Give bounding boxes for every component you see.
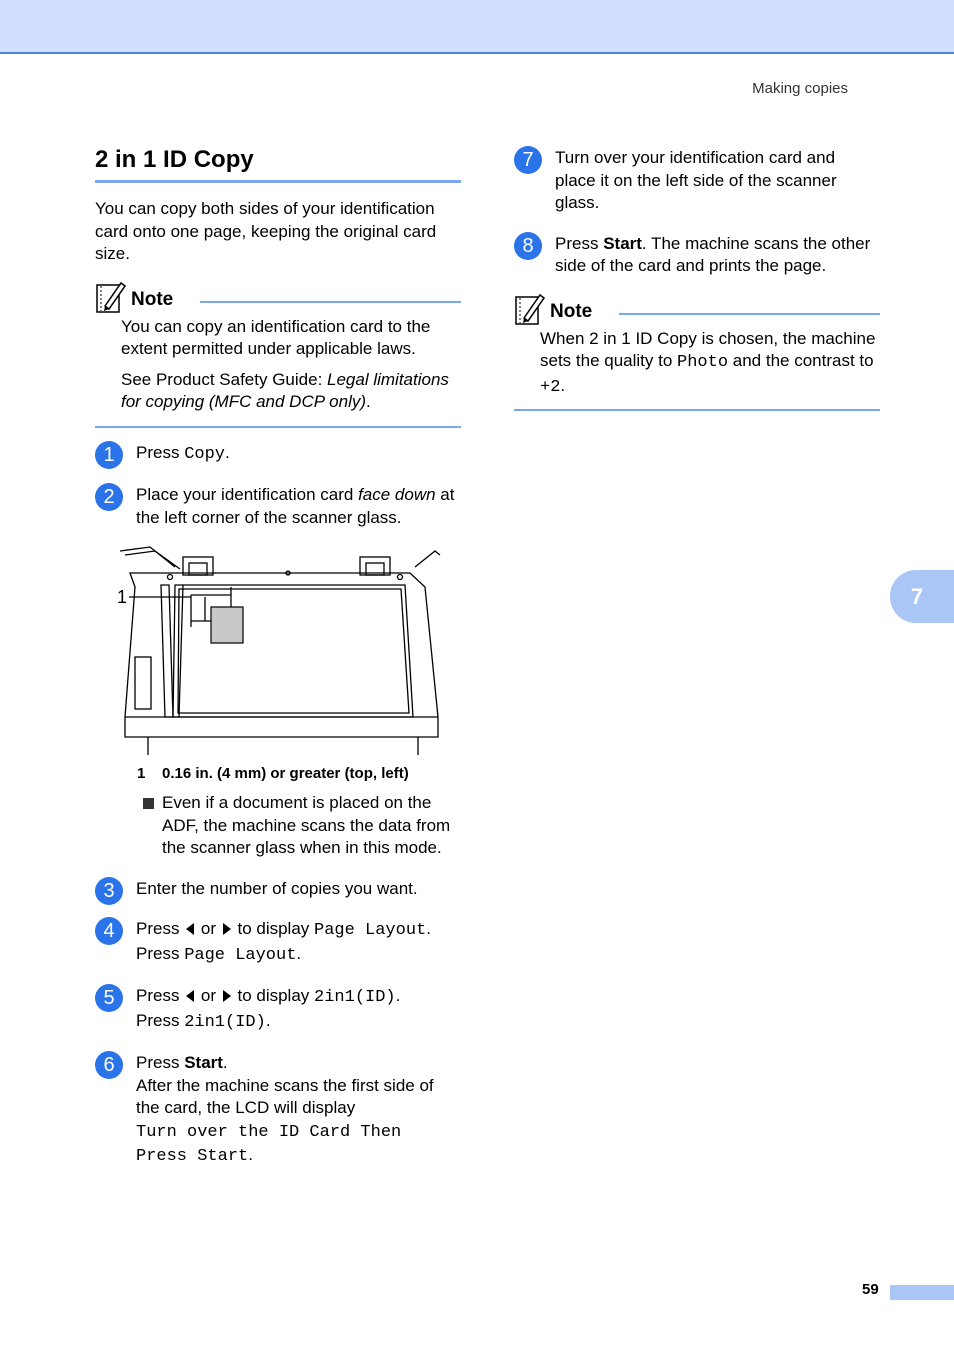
caption-number: 1 (137, 765, 146, 782)
step-3 (95, 878, 461, 901)
note-header (95, 280, 461, 316)
left-arrow-icon (186, 990, 194, 1002)
step-4 (95, 918, 461, 967)
step-text: . (225, 442, 230, 462)
note-ref-title: Legal limitations for copying (MFC and DCP only) (121, 369, 449, 411)
key-name: Start (184, 1053, 223, 1072)
step-text: Press (136, 919, 185, 938)
scanner-illustration (95, 537, 461, 757)
top-header-band (0, 0, 954, 54)
step-number: 6 (95, 1051, 123, 1079)
step-number: 2 (95, 483, 123, 511)
step-number: 8 (514, 232, 542, 260)
step-2 (95, 484, 461, 529)
page-number-bar (890, 1285, 954, 1300)
bullet-square-icon (143, 798, 154, 809)
step-number: 3 (95, 877, 123, 905)
lcd-button-text: Page Layout (184, 945, 297, 965)
note-text: . (560, 375, 566, 395)
bullet-list (95, 792, 461, 860)
note-ref-suffix: . (366, 392, 371, 411)
caption-text: 0.16 in. (4 mm) or greater (top, left) (162, 765, 409, 782)
right-arrow-icon (223, 923, 231, 935)
lcd-button-text: 2in1(ID) (314, 988, 396, 1007)
note-reference (121, 369, 461, 414)
step-text: to display (232, 986, 315, 1005)
note-box (95, 280, 461, 428)
scanner-glass-figure (95, 537, 461, 757)
note-text: When 2 in 1 ID Copy is chosen, the machine sets the quality to (540, 328, 876, 370)
step-text: . (395, 986, 401, 1005)
note-paragraph: You can copy an identification card to the extent permitted under applicable laws. (121, 316, 431, 358)
note-rule (200, 301, 461, 303)
step-text: at the left corner of the scanner glass. (136, 485, 455, 527)
step-1 (95, 442, 461, 467)
list-item (162, 792, 461, 860)
step-text: Press (136, 986, 185, 1005)
figure-callout-number: 1 (117, 587, 128, 607)
figure-caption (95, 765, 461, 782)
step-number: 7 (514, 146, 542, 174)
step-text: or (196, 919, 221, 938)
section-title: 2 in 1 ID Copy (95, 140, 461, 183)
step-6 (95, 1052, 461, 1169)
step-number: 5 (95, 984, 123, 1012)
step-number: 1 (95, 441, 123, 469)
note-rule (619, 313, 880, 315)
note-box (514, 292, 880, 412)
note-text: and the contrast to (728, 351, 874, 370)
step-5 (95, 985, 461, 1034)
right-column (514, 140, 880, 411)
note-header (514, 292, 880, 328)
intro-paragraph: You can copy both sides of your identification card onto one page, keeping the original card size. (95, 199, 437, 263)
lcd-message: Turn over the ID Card Then Press Start (136, 1122, 402, 1166)
step-text: or (196, 986, 221, 1005)
step-7 (514, 147, 880, 215)
step-text: Turn over your identification card and place it on the left side of the scanner glass. (555, 148, 837, 212)
step-text: Press (555, 233, 604, 253)
bullet-text: Even if a document is placed on the ADF, the machine scans the data from the scanner glass when in this mode. (162, 793, 451, 857)
note-label: Note (131, 288, 174, 310)
step-text: . (222, 1053, 228, 1072)
step-text: . (296, 943, 302, 963)
step-text: Press (136, 442, 185, 462)
lcd-setting: +2 (540, 377, 561, 397)
left-column (95, 140, 461, 1169)
page-number: 59 (862, 1281, 879, 1298)
step-number: 4 (95, 917, 123, 945)
left-arrow-icon (186, 923, 194, 935)
step-text: Press (136, 1053, 185, 1072)
note-body (514, 328, 880, 400)
chapter-tab: 7 (890, 570, 954, 623)
note-label: Note (550, 300, 593, 322)
step-text: . (265, 1010, 271, 1030)
lcd-button-text: Page Layout (314, 921, 427, 940)
lcd-button-text: Copy (184, 444, 225, 464)
note-pencil-icon (514, 292, 546, 326)
note-ref-prefix: See Product Safety Guide: (121, 369, 328, 389)
step-text: Place your identification card (136, 485, 359, 504)
step-emphasis: face down (358, 485, 436, 504)
key-name: Start (603, 233, 642, 253)
step-text: Enter the number of copies you want. (136, 878, 418, 898)
lcd-setting: Photo (677, 353, 729, 372)
step-text: . (248, 1145, 253, 1164)
step-text: Press (136, 1010, 185, 1030)
id-card-shape (211, 607, 243, 643)
step-text: Press (136, 943, 185, 963)
step-text: After the machine scans the first side of the card, the LCD will display (136, 1075, 434, 1117)
step-text: to display (232, 919, 315, 938)
step-text: . (426, 919, 431, 938)
note-pencil-icon (95, 280, 127, 314)
lcd-button-text: 2in1(ID) (184, 1012, 266, 1032)
step-text: . The machine scans the other side of the card and prints the page. (555, 233, 871, 275)
right-arrow-icon (223, 990, 231, 1002)
running-header: Making copies (752, 80, 848, 97)
step-8 (514, 233, 880, 278)
note-body (95, 316, 461, 414)
